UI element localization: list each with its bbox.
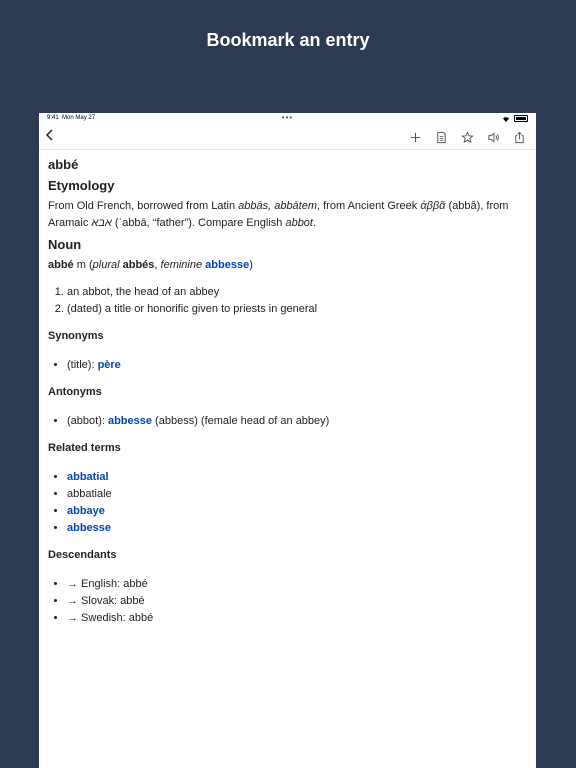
wifi-icon	[502, 116, 510, 122]
star-icon[interactable]	[460, 130, 474, 144]
noun-heading: Noun	[48, 237, 82, 252]
noun-gender: m (	[73, 259, 93, 271]
antonym-sense: (abbot):	[67, 415, 108, 427]
related-terms-heading: Related terms	[48, 442, 121, 454]
synonyms-heading: Synonyms	[48, 330, 104, 342]
status-indicators	[502, 115, 528, 122]
related-term-item	[67, 520, 527, 537]
descendant-item: • → Swedish: abbé	[67, 610, 527, 627]
multitasking-dots[interactable]: •••	[281, 113, 294, 122]
descendants-heading: Descendants	[48, 549, 117, 561]
etymology-latin: abbās, abbātem	[238, 200, 318, 212]
separator: ,	[154, 259, 161, 271]
feminine-label: feminine	[160, 259, 203, 271]
related-term-item	[67, 469, 527, 486]
antonym-item	[67, 413, 527, 430]
descendants-list	[48, 576, 527, 627]
antonym-gloss: (abbess) (female head of an abbey)	[152, 415, 330, 427]
device-screen	[39, 113, 536, 768]
synonym-item	[67, 357, 527, 374]
antonyms-heading: Antonyms	[48, 386, 102, 398]
sense-item: 2. (dated) a title or honorific given to priests in general	[67, 301, 527, 318]
etymology-part: .	[312, 217, 317, 229]
etymology-greek: ἀββᾶ	[420, 200, 446, 212]
plural-form: abbés	[122, 259, 155, 271]
descendant-item: • → Slovak: abbé	[67, 593, 527, 610]
toolbar	[39, 125, 536, 150]
etymology-aramaic: אבא	[91, 217, 112, 229]
feminine-link[interactable]: abbesse	[205, 259, 250, 271]
synonym-sense: (title):	[67, 359, 98, 371]
share-icon[interactable]	[512, 130, 526, 144]
etymology-part: , from Ancient Greek	[317, 200, 421, 212]
status-time	[47, 115, 95, 121]
related-term-link[interactable]: abbatial	[67, 471, 109, 483]
entry-word: abbé	[48, 157, 79, 172]
etymology-part: From Old French, borrowed from Latin	[48, 200, 239, 212]
synonym-link[interactable]: père	[97, 359, 121, 371]
plus-icon[interactable]	[408, 130, 422, 144]
noun-headword-line	[48, 257, 527, 274]
status-date: Mon May 27	[62, 115, 96, 121]
speaker-icon[interactable]	[486, 130, 500, 144]
etymology-english: abbot	[285, 217, 313, 229]
antonyms-list	[48, 413, 527, 430]
battery-icon	[514, 115, 528, 122]
etymology-part: (abbâ), from Aramaic	[48, 200, 509, 229]
descendant-item: • → English: abbé	[67, 576, 527, 593]
noun-headword: abbé	[48, 259, 74, 271]
chevron-left-icon[interactable]	[45, 128, 55, 147]
promo-headline: Bookmark an entry	[206, 30, 370, 50]
related-term-item	[67, 503, 527, 520]
status-bar	[39, 113, 536, 125]
plural-label: plural	[92, 259, 120, 271]
toolbar-actions	[408, 130, 526, 144]
related-term-item: • abbatiale	[67, 486, 527, 503]
senses-list	[48, 284, 527, 318]
close-paren: )	[249, 259, 253, 271]
related-term-link[interactable]: abbesse	[67, 522, 112, 534]
etymology-heading: Etymology	[48, 178, 115, 193]
document-icon[interactable]	[434, 130, 448, 144]
etymology-part: (ʾabbā, “father”). Compare English	[111, 217, 286, 229]
etymology-text	[48, 198, 527, 232]
sense-item: 1. an abbot, the head of an abbey	[67, 284, 527, 301]
entry-content	[39, 150, 536, 633]
antonym-link[interactable]: abbesse	[107, 415, 152, 427]
related-term-link[interactable]: abbaye	[67, 505, 105, 517]
related-terms-list	[48, 469, 527, 537]
status-time-value: 9:41	[47, 115, 59, 121]
synonyms-list	[48, 357, 527, 374]
